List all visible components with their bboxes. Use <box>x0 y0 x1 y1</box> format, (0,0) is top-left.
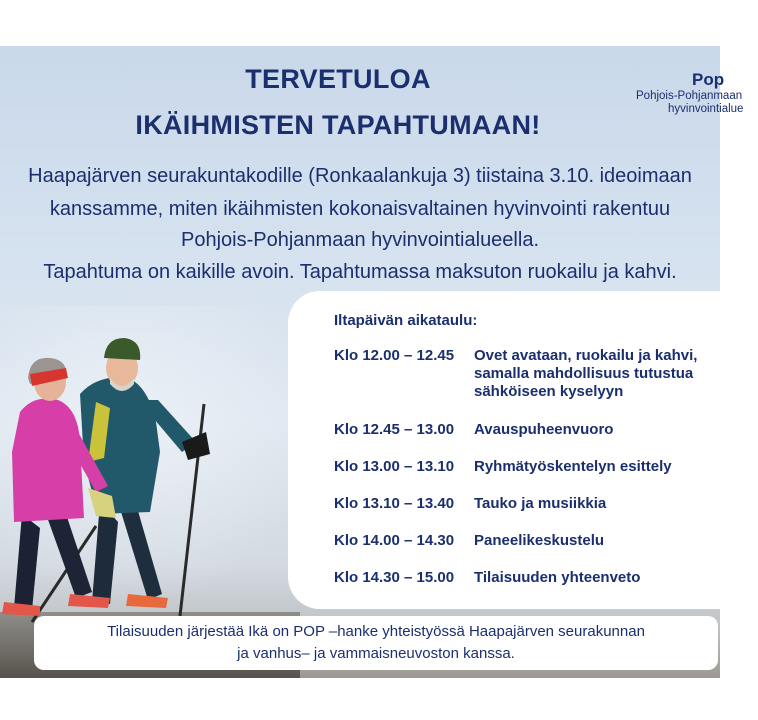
schedule-event: Tilaisuuden yhteenveto <box>474 569 641 586</box>
schedule-item <box>334 347 697 401</box>
schedule-event <box>474 347 697 401</box>
schedule-panel <box>288 291 758 609</box>
schedule-item <box>334 495 606 513</box>
schedule-item <box>334 421 613 439</box>
schedule-time: Klo 12.45 – 13.00 <box>334 421 455 438</box>
nordic-walkers-illustration <box>0 282 300 622</box>
schedule-item <box>334 458 672 476</box>
schedule-event: Tauko ja musiikkia <box>474 495 607 512</box>
intro-line-location: Haapajärven seurakuntakodille (Ronkaalankuja 3) tiistaina 3.10. ideoimaan <box>28 165 692 187</box>
man-leg-front <box>118 502 162 600</box>
schedule-time: Klo 12.00 – 12.45 <box>334 347 455 364</box>
schedule-title: Iltapäivän aikataulu: <box>334 312 478 329</box>
woman-leg-back <box>14 514 40 610</box>
logo-wordmark: Pop <box>692 70 725 89</box>
schedule-event-line: Ovet avataan, ruokailu ja kahvi, <box>474 347 698 364</box>
schedule-event-line: sähköiseen kyselyyn <box>474 383 624 400</box>
event-poster <box>0 46 744 678</box>
logo-subtitle-region: Pohjois-Pohjanmaan <box>636 89 743 102</box>
intro-line-region: Pohjois-Pohjanmaan hyvinvointialueella. <box>181 229 539 251</box>
schedule-event: Paneelikeskustelu <box>474 532 605 549</box>
organizer-note <box>34 616 718 670</box>
man-beanie <box>104 338 140 360</box>
schedule-event-line: samalla mahdollisuus tutustua <box>474 365 694 382</box>
schedule-event: Ryhmätyöskentelyn esittely <box>474 458 672 475</box>
title-event: IKÄIHMISTEN TAPAHTUMAAN! <box>135 110 541 140</box>
schedule-time: Klo 14.30 – 15.00 <box>334 569 455 586</box>
organizer-line-1: Tilaisuuden järjestää Ikä on POP –hanke yhteistyössä Haapajärven seurakunnan <box>107 623 645 640</box>
woman-shoe-back <box>2 602 40 616</box>
title-welcome: TERVETULOA <box>245 64 431 94</box>
intro-line-open: Tapahtuma on kaikille avoin. Tapahtumassa maksuton ruokailu ja kahvi. <box>43 261 677 283</box>
woman-leg-front <box>46 514 92 598</box>
logo-subtitle-area: hyvinvointialue <box>668 102 744 115</box>
schedule-item <box>334 532 604 550</box>
schedule-time: Klo 14.00 – 14.30 <box>334 532 455 549</box>
schedule-time: Klo 13.10 – 13.40 <box>334 495 455 512</box>
organization-logo <box>636 70 746 116</box>
schedule-time: Klo 13.00 – 13.10 <box>334 458 455 475</box>
man-shoe <box>126 594 168 608</box>
woman-jacket <box>12 399 84 523</box>
organizer-line-2: ja vanhus– ja vammaisneuvoston kanssa. <box>237 645 515 662</box>
intro-line-purpose: kanssamme, miten ikäihmisten kokonaisvaltainen hyvinvointi rakentuu <box>49 198 671 220</box>
schedule-event: Avauspuheenvuoro <box>474 421 614 438</box>
schedule-item <box>334 569 640 587</box>
